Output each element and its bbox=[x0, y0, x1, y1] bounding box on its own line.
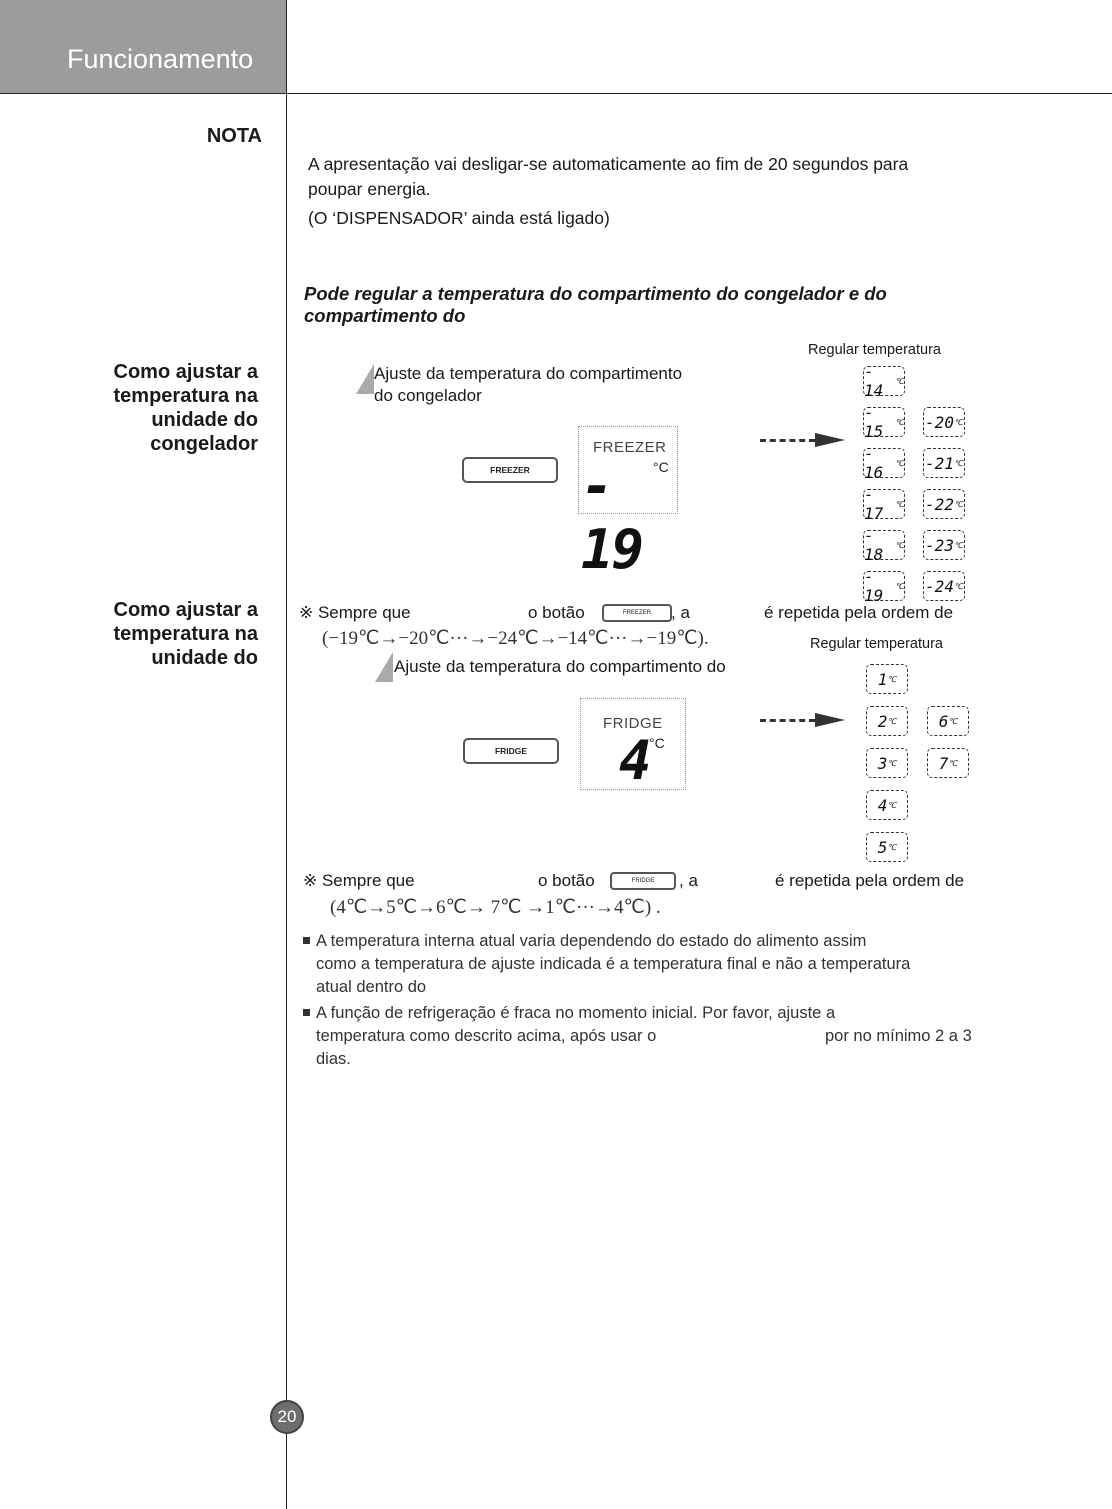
arrow-right-icon bbox=[815, 713, 845, 727]
temp-option: - 15 ℃ bbox=[864, 403, 904, 441]
freezer-sequence: (−19℃→−20℃···→−24℃→−14℃···→−19℃). bbox=[322, 628, 709, 649]
fridge-temp-col1 bbox=[866, 664, 908, 862]
intro-line1: Pode regular a temperatura do compartimento do congelador e do bbox=[304, 283, 887, 304]
temp-option: 2 ℃ bbox=[866, 706, 908, 736]
freezer-step-line1: Ajuste da temperatura do compartimento bbox=[374, 364, 683, 383]
bullet2-line2b: por no mínimo 2 a 3 bbox=[825, 1027, 972, 1045]
freezer-button[interactable]: FREEZER bbox=[462, 457, 558, 483]
freezer-mini-button: FREEZER bbox=[602, 604, 672, 622]
fridge-note-botao: o botão bbox=[538, 871, 595, 890]
fridge-note-repetida: é repetida pela ordem de bbox=[775, 871, 965, 890]
fridge-section-heading: Como ajustar a temperatura na unidade do bbox=[113, 599, 258, 669]
freezer-temp-col1 bbox=[863, 362, 905, 605]
intro-line2: compartimento do bbox=[304, 305, 466, 326]
temp-option: - 19 ℃ bbox=[864, 567, 904, 605]
temp-option: -23 ℃ bbox=[923, 530, 965, 560]
bullet-icon bbox=[303, 937, 310, 944]
column-divider bbox=[286, 0, 287, 1509]
fridge-regular-label: Regular temperatura bbox=[810, 636, 943, 652]
nota-line3: (O ‘DISPENSADOR’ ainda está ligado) bbox=[308, 208, 610, 228]
fridge-note-a: , a bbox=[679, 871, 698, 890]
temp-option: 6 ℃ bbox=[927, 706, 969, 736]
fridge-display-label: FRIDGE bbox=[603, 715, 663, 732]
page-number: 20 bbox=[270, 1400, 304, 1434]
step-marker-icon bbox=[356, 364, 374, 394]
arrow-dash bbox=[760, 719, 815, 722]
temp-option: 3 ℃ bbox=[866, 748, 908, 778]
bullet1-line1: A temperatura interna atual varia dependendo do estado do alimento assim bbox=[316, 932, 867, 950]
temp-option: -20 ℃ bbox=[923, 407, 965, 437]
temp-option: 7 ℃ bbox=[927, 748, 969, 778]
fridge-temp-col2 bbox=[927, 706, 969, 778]
fridge-mini-button: FRIDGE bbox=[610, 872, 676, 890]
freezer-display-label: FREEZER bbox=[593, 439, 667, 456]
fridge-display-value: 4 bbox=[619, 729, 650, 792]
temp-option: 5 ℃ bbox=[866, 832, 908, 862]
fridge-step-line1: Ajuste da temperatura do compartimento do bbox=[394, 657, 726, 676]
temp-option: -24 ℃ bbox=[923, 571, 965, 601]
temp-option: -21 ℃ bbox=[923, 448, 965, 478]
bullet-icon bbox=[303, 1009, 310, 1016]
nota-line2: poupar energia. bbox=[308, 179, 431, 199]
freezer-display bbox=[578, 426, 678, 581]
freezer-display-value: - 19 bbox=[581, 455, 643, 581]
freezer-note-repetida: é repetida pela ordem de bbox=[764, 603, 954, 622]
freezer-step-line2: do congelador bbox=[374, 386, 482, 405]
fridge-button[interactable]: FRIDGE bbox=[463, 738, 559, 764]
freezer-display-unit: °C bbox=[653, 459, 669, 475]
step-marker-icon bbox=[375, 652, 393, 682]
nota-line1: A apresentação vai desligar-se automaticamente ao fim de 20 segundos para bbox=[308, 154, 909, 174]
nota-heading: NOTA bbox=[206, 125, 262, 147]
arrow-right-icon bbox=[815, 433, 845, 447]
bullet2-line1: A função de refrigeração é fraca no momento inicial. Por favor, ajuste a bbox=[316, 1004, 836, 1022]
temp-option: -22 ℃ bbox=[923, 489, 965, 519]
temp-option: - 14 ℃ bbox=[864, 362, 904, 400]
page-title: Funcionamento bbox=[67, 44, 254, 74]
bullet2-line3: dias. bbox=[316, 1050, 351, 1068]
bullet2-line2a: temperatura como descrito acima, após usar o bbox=[316, 1027, 657, 1045]
arrow-dash bbox=[760, 439, 815, 442]
header-divider bbox=[0, 93, 1112, 94]
temp-option: 4 ℃ bbox=[866, 790, 908, 820]
bullet1-line2: como a temperatura de ajuste indicada é a temperatura final e não a temperatura bbox=[316, 955, 911, 973]
freezer-regular-label: Regular temperatura bbox=[808, 342, 941, 358]
freezer-section-heading: Como ajustar a temperatura na unidade do congelador bbox=[113, 361, 258, 455]
freezer-note-botao: o botão bbox=[528, 603, 585, 622]
fridge-display bbox=[580, 698, 686, 790]
temp-option: - 18 ℃ bbox=[864, 526, 904, 564]
fridge-note-sempre: ※ Sempre que bbox=[303, 871, 415, 890]
temp-option: - 17 ℃ bbox=[864, 485, 904, 523]
freezer-note-a: , a bbox=[671, 603, 690, 622]
freezer-note-sempre: ※ Sempre que bbox=[299, 603, 411, 622]
bullet1-line3: atual dentro do bbox=[316, 978, 427, 996]
temp-option: - 16 ℃ bbox=[864, 444, 904, 482]
temp-option: 1 ℃ bbox=[866, 664, 908, 694]
freezer-temp-col2 bbox=[923, 407, 965, 601]
fridge-display-unit: °C bbox=[649, 735, 665, 751]
fridge-sequence: (4℃→5℃→6℃→ 7℃ →1℃···→4℃) . bbox=[330, 897, 661, 918]
